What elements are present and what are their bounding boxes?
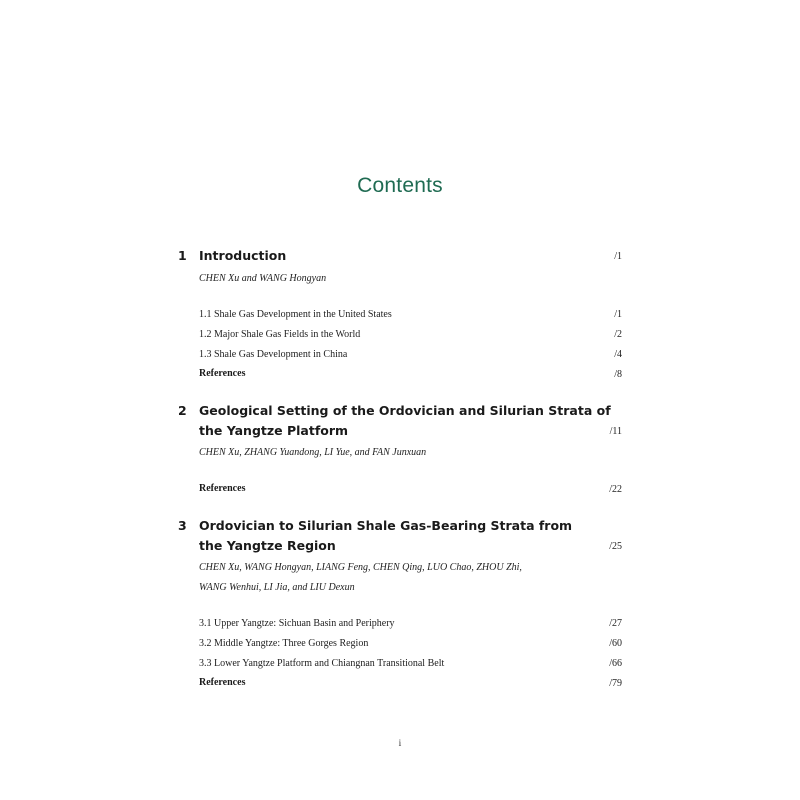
chapter-3-title-line-2[interactable]: the Yangtze Region xyxy=(199,538,336,553)
section-3-1[interactable]: 3.1 Upper Yangtze: Sichuan Basin and Periphery xyxy=(199,618,395,629)
chapter-2-references-page: /22 xyxy=(609,484,622,495)
section-3-3[interactable]: 3.3 Lower Yangtze Platform and Chiangnan Transitional Belt xyxy=(199,658,445,669)
page-title: Contents xyxy=(357,174,443,197)
chapter-3-title-line-1[interactable]: Ordovician to Silurian Shale Gas-Bearing Strata from xyxy=(199,518,573,533)
chapter-1-number: 1 xyxy=(178,248,187,263)
chapter-2-authors: CHEN Xu, ZHANG Yuandong, LI Yue, and FAN Junxuan xyxy=(199,447,427,458)
chapter-3-authors-line-2: WANG Wenhui, LI Jia, and LIU Dexun xyxy=(199,582,355,593)
chapter-3-number: 3 xyxy=(178,518,187,533)
chapter-2-title-line-2[interactable]: the Yangtze Platform xyxy=(199,423,349,438)
chapter-3-references-page: /79 xyxy=(609,678,622,689)
chapter-3-authors-line-1: CHEN Xu, WANG Hongyan, LIANG Feng, CHEN Qing, LUO Chao, ZHOU Zhi, xyxy=(199,562,522,573)
section-3-2[interactable]: 3.2 Middle Yangtze: Three Gorges Region xyxy=(199,638,369,649)
chapter-3-page: /25 xyxy=(609,541,622,552)
section-3-2-page: /60 xyxy=(609,638,622,649)
section-1-2[interactable]: 1.2 Major Shale Gas Fields in the World xyxy=(199,329,361,340)
chapter-2-number: 2 xyxy=(178,403,187,418)
footer-page-number: i xyxy=(398,739,402,749)
section-1-1-page: /1 xyxy=(614,309,622,320)
chapter-2-references[interactable]: References xyxy=(199,483,246,494)
chapter-1-title[interactable]: Introduction xyxy=(199,248,287,263)
section-3-1-page: /27 xyxy=(609,618,622,629)
section-1-1[interactable]: 1.1 Shale Gas Development in the United States xyxy=(199,309,392,320)
section-1-3[interactable]: 1.3 Shale Gas Development in China xyxy=(199,349,348,360)
chapter-3-references[interactable]: References xyxy=(199,677,246,688)
chapter-2-page: /11 xyxy=(609,426,622,437)
section-1-3-page: /4 xyxy=(614,349,622,360)
chapter-1-page: /1 xyxy=(614,251,622,262)
chapter-2-title-line-1[interactable]: Geological Setting of the Ordovician and Silurian Strata of xyxy=(199,403,611,418)
chapter-1-references-page: /8 xyxy=(614,369,622,380)
chapter-1-references[interactable]: References xyxy=(199,368,246,379)
section-3-3-page: /66 xyxy=(609,658,622,669)
chapter-1-authors: CHEN Xu and WANG Hongyan xyxy=(199,273,327,284)
section-1-2-page: /2 xyxy=(614,329,622,340)
